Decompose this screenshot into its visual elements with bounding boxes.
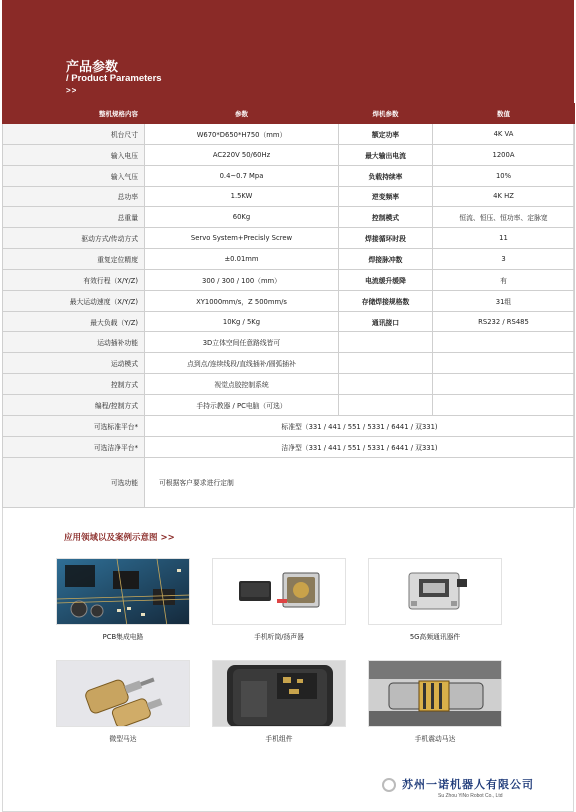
table-cell: 10Kg / 5Kg [145,311,339,332]
table-cell: 运动插补功能 [3,332,145,353]
table-row [3,207,575,228]
table-row [3,228,575,249]
table-cell: 焊接脉冲数 [339,249,433,270]
table-row [3,186,575,207]
table-cell: 视觉点胶控制系统 [145,374,339,395]
table-cell: 1200A [433,144,575,165]
table-cell [339,374,433,395]
application-caption: 手机组件 [265,735,293,743]
table-row [3,457,575,507]
table-cell: 编程/控制方式 [3,394,145,415]
table-cell: 最大运动速度（X/Y/Z) [3,290,145,311]
table-cell: 输入气压 [3,165,145,186]
company-brand: 苏州一诺机器人有限公司 [402,778,534,791]
table-cell [339,394,433,415]
company-brand-en: Su Zhou YiNo Robot Co., Ltd [438,793,503,799]
table-cell [433,353,575,374]
micro-motor-image [56,660,190,727]
table-cell: 运动模式 [3,353,145,374]
table-cell: 通讯接口 [339,311,433,332]
wechat-icon [382,778,396,792]
table-row [3,332,575,353]
table-cell: 机台尺寸 [3,124,145,145]
table-row [3,269,575,290]
table-cell: 重复定位精度 [3,249,145,270]
phone-component-image [212,660,346,727]
table-cell: 最大输出电流 [339,144,433,165]
table-cell [339,332,433,353]
table-cell: 负载持续率 [339,165,433,186]
table-cell: 标准型（331 / 441 / 551 / 5331 / 6441 / 双331) [145,415,575,436]
table-cell: 3 [433,249,575,270]
5g-module-image [368,558,502,625]
application-caption: 手机听筒/扬声器 [254,633,304,641]
table-row [3,165,575,186]
table-cell: 电流缓升缓降 [339,269,433,290]
table-row [3,124,575,145]
table-cell: W670*D650*H750（mm） [145,124,339,145]
pcb-board-image [56,558,190,625]
table-cell: 10% [433,165,575,186]
application-caption: 手机震动马达 [414,735,456,743]
table-cell: 有 [433,269,575,290]
table-header-cell: 焊机参数 [339,104,433,124]
table-cell: 总功率 [3,186,145,207]
table-cell: 1.5KW [145,186,339,207]
table-row [3,290,575,311]
title-arrows: >> [66,86,78,95]
table-row [3,415,575,436]
table-row [3,144,575,165]
application-caption: PCB集成电路 [102,633,144,641]
table-cell [433,394,575,415]
table-cell: 3D立体空间任意路线皆可 [145,332,339,353]
page-title-en: / Product Parameters [66,73,162,84]
phone-speaker-image [212,558,346,625]
table-cell: 点到点/连续线段/直线插补/圆弧插补 [145,353,339,374]
table-cell: 可选洁净平台* [3,436,145,457]
table-row [3,394,575,415]
table-cell: 驱动方式/传动方式 [3,228,145,249]
header-banner [2,0,574,103]
applications-section-title: 应用领域以及案例示意图 >> [64,533,175,543]
table-cell: ±0.01mm [145,249,339,270]
table-row [3,436,575,457]
table-cell: 可根据客户要求进行定制 [145,457,575,507]
table-cell: XY1000mm/s，Z 500mm/s [145,290,339,311]
table-cell: 最大负载（Y/Z) [3,311,145,332]
table-row [3,311,575,332]
table-cell: 可选功能 [3,457,145,507]
table-header-row [3,104,575,124]
table-header-cell: 数值 [433,104,575,124]
table-row [3,353,575,374]
table-cell: 存储焊接规格数 [339,290,433,311]
table-cell: 4K HZ [433,186,575,207]
table-cell: Servo System+Precisly Screw [145,228,339,249]
application-caption: 微型马达 [109,735,137,743]
vibration-motor-image [368,660,502,727]
table-cell: 焊接循环时段 [339,228,433,249]
table-row [3,374,575,395]
table-cell: 可选标准平台* [3,415,145,436]
table-cell: 洁净型（331 / 441 / 551 / 5331 / 6441 / 双331) [145,436,575,457]
table-header-cell: 参数 [145,104,339,124]
table-cell: 逆变频率 [339,186,433,207]
table-cell: 有效行程（X/Y/Z) [3,269,145,290]
table-cell [339,353,433,374]
table-cell: AC220V 50/60Hz [145,144,339,165]
parameters-table [2,103,574,508]
table-cell: 总重量 [3,207,145,228]
table-cell: 11 [433,228,575,249]
table-cell [433,332,575,353]
table-cell: 控制方式 [3,374,145,395]
table-cell: 60Kg [145,207,339,228]
page-title-cn: 产品参数 [66,60,119,75]
table-cell: 手持示教器 / PC电脑（可选） [145,394,339,415]
application-caption: 5G高频通讯器件 [409,633,461,641]
table-cell: 0.4~0.7 Mpa [145,165,339,186]
table-cell: 输入电压 [3,144,145,165]
table-row [3,249,575,270]
table-cell: 31组 [433,290,575,311]
table-header-cell: 整机规格内容 [3,104,145,124]
table-cell [433,374,575,395]
table-cell: 控制模式 [339,207,433,228]
table-cell: 恒流、恒压、恒功率、定脉宽 [433,207,575,228]
table-cell: RS232 / RS485 [433,311,575,332]
table-cell: 300 / 300 / 100（mm） [145,269,339,290]
table-cell: 4K VA [433,124,575,145]
table-cell: 额定功率 [339,124,433,145]
